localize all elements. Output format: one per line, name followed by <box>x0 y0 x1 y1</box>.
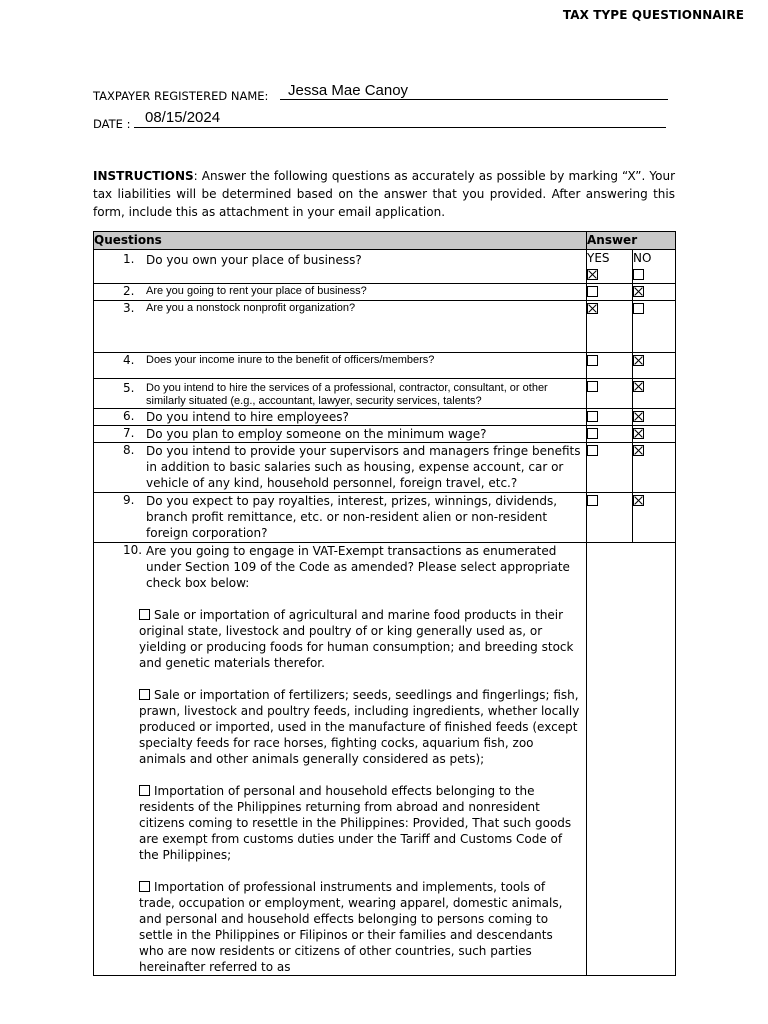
question-number: 10. <box>123 543 143 557</box>
question-text: Do you intend to hire the services of a professional, contractor, consultant, or other similarly situated (e.g., accountant, lawyer, security services, talents? <box>146 382 548 407</box>
table-row <box>94 493 676 543</box>
question-number: 1. <box>123 252 135 266</box>
vat-option-fertilizers[interactable] <box>139 687 580 767</box>
name-field[interactable]: Jessa Mae Canoy <box>288 82 409 99</box>
yes-checkbox-checked[interactable] <box>587 303 598 314</box>
question-number: 7. <box>123 426 135 440</box>
option-text: Sale or importation of fertilizers; seeds, seedlings and fingerlings; fish, prawn, livestock and poultry feeds, including ingredients, whether locally produced or imported, used in the manufacture of finished feeds (except specialty feeds for race horses, fighting cocks, aquarium fish, zoo animals and other animals generally considered as pets); <box>139 688 580 766</box>
no-cell <box>633 250 676 284</box>
document-title: TAX TYPE QUESTIONNAIRE <box>562 8 744 22</box>
yes-label: YES <box>587 251 610 265</box>
question-text: Are you going to engage in VAT-Exempt transactions as enumerated under Section 109 of the Code as amended? Please select appropriate check box below: <box>146 544 570 590</box>
table-row <box>94 250 676 284</box>
yes-checkbox[interactable] <box>587 428 598 439</box>
instructions-paragraph <box>93 167 675 221</box>
name-label: TAXPAYER REGISTERED NAME: <box>93 89 269 103</box>
question-text: Do you intend to hire employees? <box>146 410 349 424</box>
question-cell <box>94 353 587 379</box>
date-field[interactable]: 08/15/2024 <box>145 109 221 126</box>
table-row <box>94 443 676 493</box>
question-text: Do you expect to pay royalties, interest, prizes, winnings, dividends, branch profit remittance, etc. or non-resident alien or non-resident foreign corporation? <box>146 494 558 540</box>
option-checkbox[interactable] <box>139 881 150 892</box>
yes-cell <box>587 284 633 301</box>
vat-option-professional-instruments[interactable] <box>139 879 580 975</box>
table-row <box>94 353 676 379</box>
questionnaire-table <box>93 231 676 976</box>
option-checkbox[interactable] <box>139 689 150 700</box>
no-checkbox[interactable] <box>633 269 644 280</box>
instructions-text: : Answer the following questions as accurately as possible by marking “X”. Your tax liabilities will be determined based on the answer that you provided. After answering this form, include this as attachment in your email application. <box>93 169 675 219</box>
question-cell <box>94 284 587 301</box>
yes-checkbox[interactable] <box>587 355 598 366</box>
instructions-label: INSTRUCTIONS <box>93 169 194 183</box>
yes-cell <box>587 301 633 353</box>
question-number: 9. <box>123 493 135 507</box>
yes-cell <box>587 443 633 493</box>
no-cell <box>633 353 676 379</box>
yes-cell <box>587 409 633 426</box>
yes-checkbox[interactable] <box>587 286 598 297</box>
yes-cell <box>587 379 633 409</box>
table-row <box>94 409 676 426</box>
question-text: Does your income inure to the benefit of officers/members? <box>146 354 435 366</box>
yes-cell <box>587 493 633 543</box>
table-row <box>94 284 676 301</box>
question-text: Do you plan to employ someone on the minimum wage? <box>146 427 487 441</box>
answer-header: Answer <box>587 232 676 250</box>
table-row <box>94 426 676 443</box>
question-number: 8. <box>123 443 135 457</box>
no-cell <box>633 493 676 543</box>
yes-checkbox[interactable] <box>587 445 598 456</box>
question-text: Do you own your place of business? <box>146 253 362 267</box>
q10-answer-cell <box>587 543 676 976</box>
question-cell <box>94 379 587 409</box>
no-label: NO <box>633 251 652 265</box>
no-checkbox[interactable] <box>633 303 644 314</box>
question-text: Are you a nonstock nonprofit organization? <box>146 302 356 314</box>
vat-option-agricultural[interactable] <box>139 607 580 671</box>
no-cell <box>633 409 676 426</box>
question-cell <box>94 426 587 443</box>
question-cell <box>94 493 587 543</box>
no-cell <box>633 426 676 443</box>
option-text: Importation of professional instruments and implements, tools of trade, occupation or employment, wearing apparel, domestic animals, and personal and household effects belonging to persons coming to settle in the Philippines or Filipinos or their families and descendants who are now residents or citizens of other countries, such parties hereinafter referred to as <box>139 880 563 974</box>
date-underline <box>134 127 666 128</box>
question-number: 4. <box>123 353 135 367</box>
question-number: 3. <box>123 301 135 315</box>
question-cell <box>94 543 587 976</box>
yes-checkbox[interactable] <box>587 411 598 422</box>
option-checkbox[interactable] <box>139 609 150 620</box>
questions-header: Questions <box>94 232 587 250</box>
no-checkbox-checked[interactable] <box>633 445 644 456</box>
date-label: DATE : <box>93 117 131 131</box>
question-text: Are you going to rent your place of business? <box>146 285 367 297</box>
option-text: Sale or importation of agricultural and marine food products in their original state, livestock and poultry of or king generally used as, or yielding or producing foods for human consumption; and breeding stock and genetic materials therefor. <box>139 608 574 670</box>
no-cell <box>633 284 676 301</box>
question-number: 6. <box>123 409 135 423</box>
table-row <box>94 543 676 976</box>
no-checkbox-checked[interactable] <box>633 355 644 366</box>
option-text: Importation of personal and household effects belonging to the residents of the Philippines returning from abroad and nonresident citizens coming to resettle in the Philippines: Provided, That such goods are exempt from customs duties under the Tariff and Customs Code of the Philippines; <box>139 784 572 862</box>
name-underline <box>280 99 668 100</box>
question-cell <box>94 409 587 426</box>
no-checkbox-checked[interactable] <box>633 411 644 422</box>
question-number: 5. <box>123 381 135 395</box>
question-text: Do you intend to provide your supervisors and managers fringe benefits in addition to basic salaries such as housing, expense account, car or vehicle of any kind, household personnel, foreign travel, etc.? <box>146 444 581 490</box>
question-cell <box>94 250 587 284</box>
question-number: 2. <box>123 284 135 298</box>
yes-cell <box>587 250 633 284</box>
yes-cell <box>587 426 633 443</box>
question-cell <box>94 301 587 353</box>
no-cell <box>633 379 676 409</box>
no-checkbox-checked[interactable] <box>633 428 644 439</box>
yes-checkbox[interactable] <box>587 381 598 392</box>
no-checkbox-checked[interactable] <box>633 495 644 506</box>
yes-cell <box>587 353 633 379</box>
table-row <box>94 379 676 409</box>
yes-checkbox-checked[interactable] <box>587 269 598 280</box>
table-row <box>94 301 676 353</box>
question-cell <box>94 443 587 493</box>
option-checkbox[interactable] <box>139 785 150 796</box>
yes-checkbox[interactable] <box>587 495 598 506</box>
no-checkbox-checked[interactable] <box>633 381 644 392</box>
no-cell <box>633 301 676 353</box>
vat-exempt-options <box>139 607 586 975</box>
no-checkbox-checked[interactable] <box>633 286 644 297</box>
no-cell <box>633 443 676 493</box>
vat-option-personal-effects[interactable] <box>139 783 580 863</box>
